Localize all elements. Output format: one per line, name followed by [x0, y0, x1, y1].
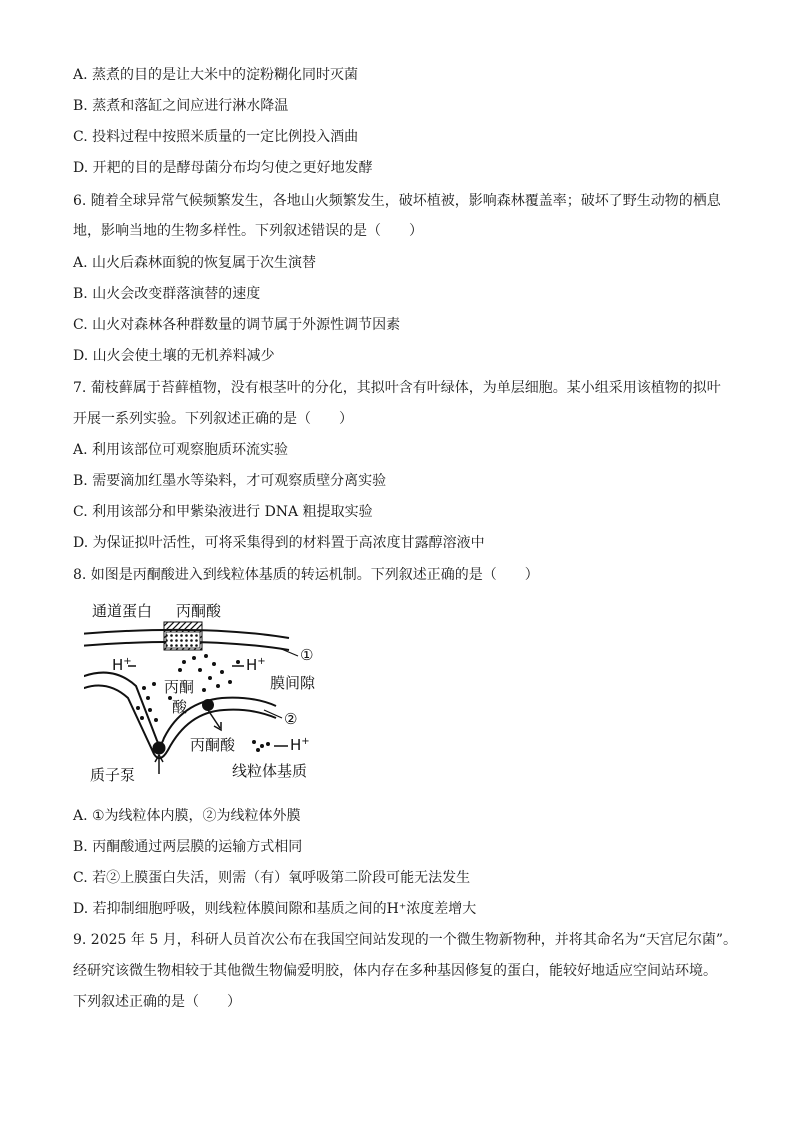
- q6-option-c: C. 山火对森林各种群数量的调节属于外源性调节因素: [73, 317, 401, 333]
- q8-option-d: D. 若抑制细胞呼吸，则线粒体膜间隙和基质之间的H⁺浓度差增大: [73, 901, 477, 917]
- label-matrix: 线粒体基质: [232, 762, 308, 780]
- pyruvate-transport-diagram: [84, 598, 354, 786]
- q7-option-b: B. 需要滴加红墨水等染料，才可观察质壁分离实验: [73, 473, 387, 489]
- label-h-plus-left: H+: [112, 656, 132, 674]
- q8-option-a: A. ①为线粒体内膜，②为线粒体外膜: [73, 808, 301, 824]
- q7-option-a: A. 利用该部位可观察胞质环流实验: [73, 442, 289, 458]
- proton-pump-protein: [153, 742, 166, 755]
- q5-option-a: A. 蒸煮的目的是让大米中的淀粉糊化同时灭菌: [73, 67, 359, 83]
- q7-stem-line2: 开展一系列实验。下列叙述正确的是（ ）: [73, 411, 353, 427]
- label-proton-pump: 质子泵: [90, 766, 136, 784]
- q6-option-a: A. 山火后森林面貌的恢复属于次生演替: [73, 255, 317, 271]
- inner-membrane-inner: [84, 686, 276, 759]
- inner-membrane-carrier: [202, 699, 214, 711]
- label-pyruvate-bottom: 丙酮酸: [190, 736, 236, 754]
- q5-option-b: B. 蒸煮和落缸之间应进行淋水降温: [73, 98, 289, 114]
- q8-option-b: B. 丙酮酸通过两层膜的运输方式相同: [73, 839, 303, 855]
- label-circle-1: ①: [300, 646, 314, 664]
- label-h-plus-matrix: H+: [290, 736, 310, 754]
- q7-option-d: D. 为保证拟叶活性，可将采集得到的材料置于高浓度甘露醇溶液中: [73, 535, 485, 551]
- pyruvate-arrow: [208, 710, 220, 728]
- label-h-plus-right: H+: [246, 656, 266, 674]
- q7-stem-line1: 7. 葡枝藓属于苔藓植物，没有根茎叶的分化，其拟叶含有叶绿体，为单层细胞。某小组采用该植物的拟叶: [73, 380, 721, 396]
- q8-stem: 8. 如图是丙酮酸进入到线粒体基质的转运机制。下列叙述正确的是（ ）: [73, 567, 539, 583]
- label-pyruvate-mid-1: 丙酮: [164, 678, 195, 696]
- q8-option-c: C. 若②上膜蛋白失活，则需（有）氧呼吸第二阶段可能无法发生: [73, 870, 471, 886]
- label-pyruvate-top: 丙酮酸: [176, 602, 222, 620]
- matrix-dots: [252, 740, 270, 752]
- q6-option-d: D. 山火会使土壤的无机养料减少: [73, 348, 275, 364]
- q5-option-c: C. 投料过程中按照米质量的一定比例投入酒曲: [73, 129, 359, 145]
- q5-option-d: D. 开耙的目的是酵母菌分布均匀使之更好地发酵: [73, 160, 373, 176]
- q6-option-b: B. 山火会改变群落演替的速度: [73, 286, 261, 302]
- label-circle-2: ②: [284, 710, 298, 728]
- q6-stem-line1: 6. 随着全球异常气候频繁发生，各地山火频繁发生，破坏植被，影响森林覆盖率；破坏了野生动物的栖息: [73, 193, 721, 209]
- label-pyruvate-mid-2: 酸: [172, 698, 188, 716]
- q9-stem-line3: 下列叙述正确的是（ ）: [73, 994, 241, 1010]
- q6-stem-line2: 地，影响当地的生物多样性。下列叙述错误的是（ ）: [73, 223, 423, 239]
- label-channel-protein: 通道蛋白: [92, 602, 153, 620]
- label-intermembrane-space: 膜间隙: [270, 674, 316, 692]
- q9-stem-line1: 9. 2025 年 5 月，科研人员首次公布在我国空间站发现的一个微生物新物种，并将其命名为“天宫尼尔菌”。: [73, 932, 738, 948]
- channel-protein-core: [166, 632, 200, 648]
- q7-option-c: C. 利用该部分和甲紫染液进行 DNA 粗提取实验: [73, 504, 373, 520]
- q9-stem-line2: 经研究该微生物相较于其他微生物偏爱明胶，体内存在多种基因修复的蛋白，能较好地适应空间站环境。: [73, 963, 717, 979]
